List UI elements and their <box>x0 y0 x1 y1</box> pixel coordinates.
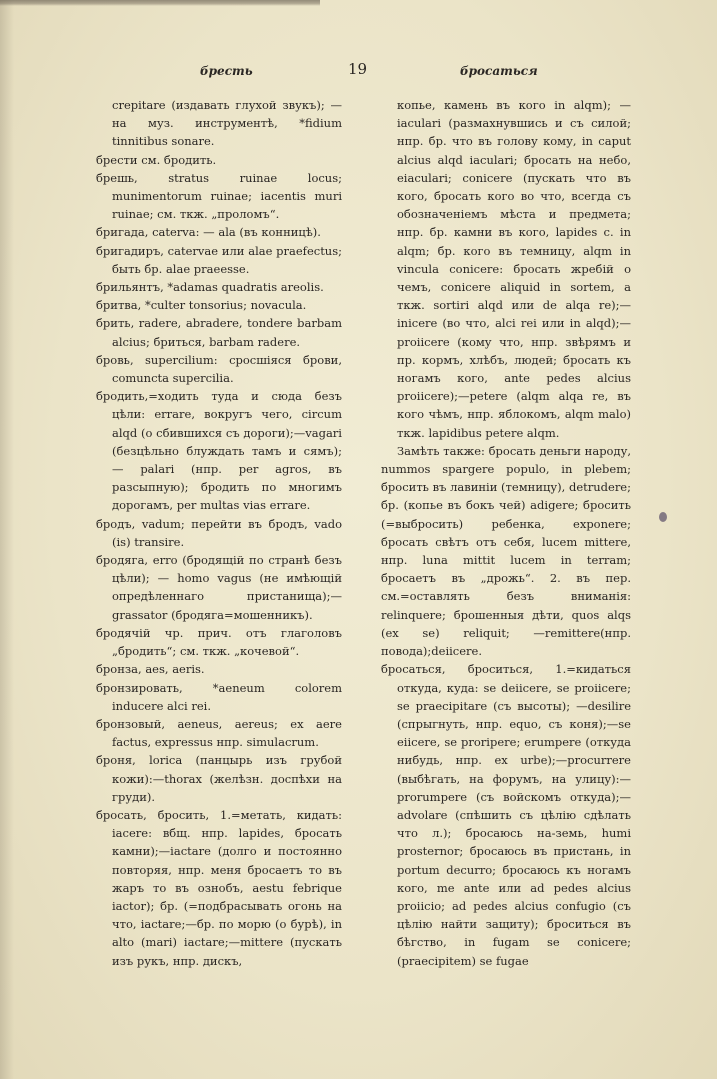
dictionary-entry: бригада, caterva: — ala (въ конницѣ). <box>96 225 321 240</box>
dictionary-entry: брить, radere, abradere, tondere barbam alcius; бриться, barbam radere. <box>96 316 342 349</box>
dictionary-entry: брильянтъ, *adamas quadratis areolis. <box>96 280 324 295</box>
dictionary-entry: брешь, stratus ruinae locus; munimentorum ruinae; iacentis muri ruinae; см. ткж. „проломъ“. <box>96 170 342 222</box>
binding-shadow <box>0 0 14 1079</box>
page-number: 19 <box>348 60 368 78</box>
dictionary-entry: бросаться, броситься, 1.=кидаться откуда, куда: se deiicere, se proiicere; se praecipitare (съ высоты); —desilire (спрыгнуть, нпр. equo, съ коня);—se eiicere, se proripere; erumpere (откуда нибудь, нпр. ex urbe);—procurrere (выбѣгать, на форумъ, на улицу):—prorumpere (съ войскомъ откуда);—advolare (спѣшить съ цѣлію сдѣлать что л.); бросаюсь на-земь, humi prosternor; бросаюсь въ пристань, in portum decurro; бросаюсь къ ногамъ кого, me ante или ad pedes alcius proiicio; ad pedes alcius confugio (съ цѣлію найти защиту); броситься въ бѣгство, in fugam se conicere; (praecipitem) se fugae <box>381 662 631 968</box>
left-column <box>96 96 342 970</box>
dictionary-entry: бросать, бросить, 1.=метать, кидать: iacere: вбщ. нпр. lapides, бросать камни);—iactare (долго и постоянно повторяя, нпр. меня бросаетъ то въ жаръ то въ ознобъ, aestu febrique iactor); бр. (=подбрасывать огонь на что, iactare;—бр. по морю (о бурѣ), in alto (mari) iactare;—mittere (пускать изъ рукъ, нпр. дискъ, <box>96 807 342 968</box>
dictionary-entry: бродячій чр. прич. отъ глаголовъ „бродить“; см. ткж. „кочевой“. <box>96 625 342 659</box>
header-right-guide-word: бросаться <box>460 64 538 78</box>
top-edge-rule <box>0 0 320 6</box>
right-column <box>381 96 631 970</box>
dictionary-entry: брести см. бродить. <box>96 152 217 167</box>
header-left-guide-word: бресть <box>200 64 253 78</box>
dictionary-entry: бродяга, erro (бродящій по странѣ безъ цѣли); — homo vagus (не имѣющій опредѣленнаго пристанища);—grassator (бродяга=мошенникъ). <box>96 553 342 622</box>
dictionary-entry: бродить,=ходить туда и сюда безъ цѣли: errare, вокругъ чего, circum alqd (о сбившихся съ дороги);—vagari (безцѣльно блуждать тамъ и сямъ); — palari (нпр. per agros, въ разсыпную); бродить по многимъ дорогамъ, per multas vias errare. <box>96 389 342 513</box>
dictionary-entry: crepitare (издавать глухой звукъ); —на муз. инструментѣ, *fidium tinnitibus sonare. <box>112 98 342 149</box>
dictionary-entry: бродъ, vadum; перейти въ бродъ, vado (is) transire. <box>96 516 342 549</box>
dictionary-entry: бронзировать, *aeneum colorem inducere alci rei. <box>96 680 342 713</box>
dictionary-entry: копье, камень въ кого in alqm); —iaculari (размахнувшись и съ силой; нпр. бр. что въ голову кому, in caput alcius alqd iaculari; бросать на небо, eiaculari; conicere (пускать что въ кого, бросать кого во что, всегда съ обозначеніемъ мѣста и предмета; нпр. бр. камни въ кого, lapides c. in alqm; бр. кого въ темницу, alqm in vincula conicere: бросать жребій о чемъ, conicere aliquid in sortem, а ткж. sortiri alqd или de alqa re);—inicere (во что, alci rei или in alqd);—proiicere (кому что, нпр. звѣрямъ и пр. кормъ, хлѣбъ, людей; бросать къ ногамъ кого, ante pedes alcius proiicere);—petere (alqm alqa re, въ кого чѣмъ, нпр. яблокомъ, alqm malo) ткж. lapidibus petere alqm. <box>397 98 631 440</box>
dictionary-entry: бригадиръ, catervae или alae praefectus; быть бр. alae praeesse. <box>96 243 342 276</box>
dictionary-entry: броня, lorica (панцырь изъ грубой кожи):—thorax (желѣзн. доспѣхи на груди). <box>96 753 342 804</box>
dictionary-entry: Замѣть также: бросать деньги народу, nummos spargere populo, in plebem; бросить въ лавиніи (темницу), detrudere; бр. (копье въ бокъ чей) adigere; бросить (=выбросить) ребенка, exponere; бросать свѣтъ отъ себя, lucem mittere, нпр. luna mittit lucem in terram; бросаетъ въ „дрожь“. 2. въ пер. см.=оставлять безъ вниманія: relinquere; брошенныя дѣти, quos alqs (ex se) reliquit; —remittere(нпр. повода);deiicere. <box>381 443 631 659</box>
dictionary-entry: бровь, supercilium: сросшіяся брови, comuncta supercilia. <box>96 352 342 386</box>
page-header <box>0 60 717 82</box>
dictionary-entry: бронза, aes, aeris. <box>96 662 205 677</box>
dictionary-entry: бронзовый, aeneus, aereus; ex aere factus, expressus нпр. simulacrum. <box>96 716 342 750</box>
ink-spot <box>659 512 667 522</box>
dictionary-entry: бритва, *culter tonsorius; novacula. <box>96 298 307 313</box>
